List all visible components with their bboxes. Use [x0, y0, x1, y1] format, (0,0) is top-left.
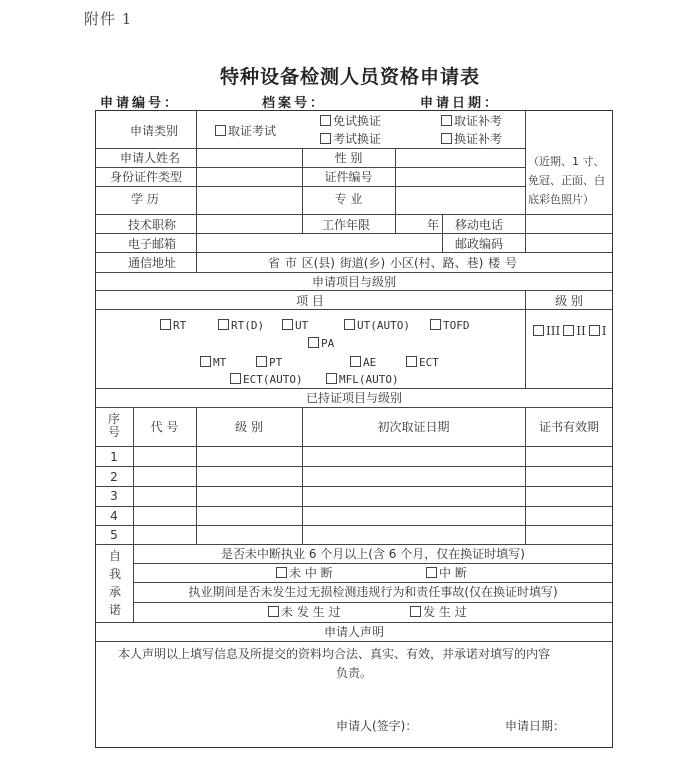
checkbox-icon — [200, 356, 211, 367]
col-sequence: 序号 — [107, 412, 120, 439]
signature-field[interactable] — [436, 715, 496, 735]
col-first-date: 初次取证日期 — [377, 420, 450, 434]
col-code: 代 号 — [150, 420, 179, 434]
method-mt[interactable]: MT — [200, 356, 226, 370]
grid-line — [95, 388, 613, 389]
declaration-text-end: 负责。 — [336, 666, 373, 680]
row-number: 3 — [110, 489, 118, 503]
checkbox-icon — [256, 356, 267, 367]
option-qualification-makeup[interactable]: 取证补考 — [441, 114, 502, 128]
education-label: 学 历 — [131, 192, 159, 206]
option-not-occurred[interactable]: 未 发 生 过 — [268, 605, 340, 619]
level-iii: III — [546, 324, 561, 338]
checkbox-icon — [268, 606, 279, 617]
grid-line — [95, 525, 613, 526]
method-ae[interactable]: AE — [350, 356, 376, 370]
checkbox-icon — [563, 325, 574, 336]
checkbox-icon — [160, 319, 171, 330]
address-label: 通信地址 — [128, 256, 177, 270]
grid-line — [95, 272, 613, 273]
attachment-label: 附件 1 — [84, 10, 133, 28]
address-field[interactable]: 省 市 区(县) 街道(乡) 小区(村、路、巷) 楼 号 — [268, 256, 517, 270]
id-type-label: 身份证件类型 — [110, 170, 183, 184]
option-exempt-renewal[interactable]: 免试换证 — [320, 114, 381, 128]
declaration-text: 本人声明以上填写信息及所提交的资料均合法、真实、有效，并承诺对填写的内容 — [118, 647, 551, 661]
col-validity: 证书有效期 — [538, 420, 599, 434]
checkbox-icon — [533, 325, 544, 336]
grid-line — [95, 506, 613, 507]
grid-line — [395, 214, 396, 233]
option-qualification-exam[interactable]: 取证考试 — [215, 124, 276, 138]
method-mfl-auto[interactable]: MFL(AUTO) — [326, 373, 399, 387]
category-label: 申请类别 — [130, 124, 179, 138]
method-ect-auto[interactable]: ECT(AUTO) — [230, 373, 303, 387]
grid-line — [95, 309, 613, 310]
technical-title-field[interactable] — [197, 215, 301, 232]
checkbox-icon — [426, 567, 437, 578]
pledge-question-2: 执业期间是否未发生过无损检测违规行为和责任事故(仅在换证时填写) — [188, 585, 558, 599]
declaration-section-title: 申请人声明 — [323, 625, 384, 639]
mobile-field[interactable] — [526, 215, 612, 232]
level-ii: II — [576, 324, 586, 338]
option-renewal-makeup[interactable]: 换证补考 — [441, 132, 502, 146]
pledge-char: 自 — [108, 549, 121, 563]
gender-label: 性 别 — [334, 151, 363, 165]
level-i: I — [601, 324, 607, 338]
applicant-name-label: 申请人姓名 — [120, 151, 181, 165]
work-years-label: 工作年限 — [322, 218, 371, 232]
signature-label: 申请人(签字)： — [336, 719, 418, 733]
apply-items-section-title: 申请项目与级别 — [311, 275, 396, 289]
level-options[interactable] — [533, 324, 606, 338]
option-not-interrupted[interactable]: 未 中 断 — [276, 566, 333, 580]
file-number-label: 档案号： — [262, 96, 327, 111]
email-label: 电子邮箱 — [128, 237, 177, 251]
application-date-label: 申请日期： — [420, 96, 501, 111]
method-rt-d[interactable]: RT(D) — [218, 319, 264, 333]
checkbox-icon — [282, 319, 293, 330]
grid-line — [95, 466, 613, 467]
checkbox-icon — [218, 319, 229, 330]
checkbox-icon — [320, 133, 331, 144]
grid-line — [95, 486, 613, 487]
checkbox-icon — [344, 319, 355, 330]
checkbox-icon — [406, 356, 417, 367]
checkbox-icon — [441, 115, 452, 126]
col-level: 级 别 — [235, 420, 263, 434]
row-number: 5 — [110, 528, 118, 542]
id-type-field[interactable] — [197, 168, 301, 185]
grid-line — [95, 252, 613, 253]
row-number: 2 — [110, 470, 118, 484]
grid-line — [95, 446, 613, 447]
major-label: 专 业 — [334, 192, 363, 206]
gender-field[interactable] — [396, 149, 524, 166]
id-number-field[interactable] — [396, 168, 524, 185]
id-number-label: 证件编号 — [324, 170, 373, 184]
checkbox-icon — [320, 115, 331, 126]
applicant-name-field[interactable] — [197, 149, 301, 166]
item-header: 项 目 — [296, 294, 324, 308]
checkbox-icon — [215, 125, 226, 136]
checkbox-icon — [589, 325, 600, 336]
checkbox-icon — [350, 356, 361, 367]
method-pt[interactable]: PT — [256, 356, 282, 370]
grid-line — [302, 214, 303, 233]
grid-line — [95, 544, 613, 545]
method-ut[interactable]: UT — [282, 319, 308, 333]
application-number-label: 申请编号： — [100, 96, 181, 111]
photo-placeholder[interactable]: （近期、1 寸、免冠、正面、白底彩色照片） — [528, 155, 605, 206]
checkbox-icon — [308, 337, 319, 348]
grid-line — [95, 290, 613, 291]
option-occurred[interactable]: 发 生 过 — [410, 605, 467, 619]
held-items-section-title: 已持证项目与级别 — [305, 391, 402, 405]
grid-line — [133, 582, 613, 583]
grid-line — [442, 214, 443, 252]
grid-line — [95, 407, 613, 408]
pledge-char: 承 — [108, 585, 121, 599]
checkbox-icon — [410, 606, 421, 617]
education-field[interactable] — [197, 187, 301, 213]
postcode-label: 邮政编码 — [455, 237, 504, 251]
checkbox-icon — [276, 567, 287, 578]
pledge-char: 我 — [108, 567, 121, 581]
declaration-date-field[interactable] — [568, 715, 610, 735]
method-tofd[interactable]: TOFD — [430, 319, 470, 333]
year-unit: 年 — [427, 218, 440, 232]
checkbox-icon — [230, 373, 241, 384]
technical-title-label: 技术职称 — [128, 218, 177, 232]
email-field[interactable] — [197, 234, 441, 251]
mobile-label: 移动电话 — [455, 218, 504, 232]
method-pa[interactable]: PA — [308, 337, 334, 351]
declaration-date-label: 申请日期： — [505, 719, 566, 733]
method-ut-auto[interactable]: UT(AUTO) — [344, 319, 410, 333]
form-title: 特种设备检测人员资格申请表 — [219, 66, 480, 88]
checkbox-icon — [326, 373, 337, 384]
pledge-question-1: 是否未中断执业 6 个月以上(含 6 个月，仅在换证时填写) — [221, 547, 525, 561]
grid-line — [133, 602, 613, 603]
level-header: 级 别 — [555, 294, 583, 308]
row-number: 1 — [110, 450, 118, 464]
pledge-char: 诺 — [108, 603, 121, 617]
row-number: 4 — [110, 509, 118, 523]
option-interrupted[interactable]: 中 断 — [426, 566, 467, 580]
grid-line — [95, 641, 613, 642]
postcode-field[interactable] — [526, 234, 612, 251]
grid-line — [95, 622, 613, 623]
method-rt[interactable]: RT — [160, 319, 186, 333]
option-exam-renewal[interactable]: 考试换证 — [320, 132, 381, 146]
grid-line — [133, 563, 613, 564]
checkbox-icon — [441, 133, 452, 144]
checkbox-icon — [430, 319, 441, 330]
method-ect[interactable]: ECT — [406, 356, 439, 370]
major-field[interactable] — [396, 187, 524, 213]
